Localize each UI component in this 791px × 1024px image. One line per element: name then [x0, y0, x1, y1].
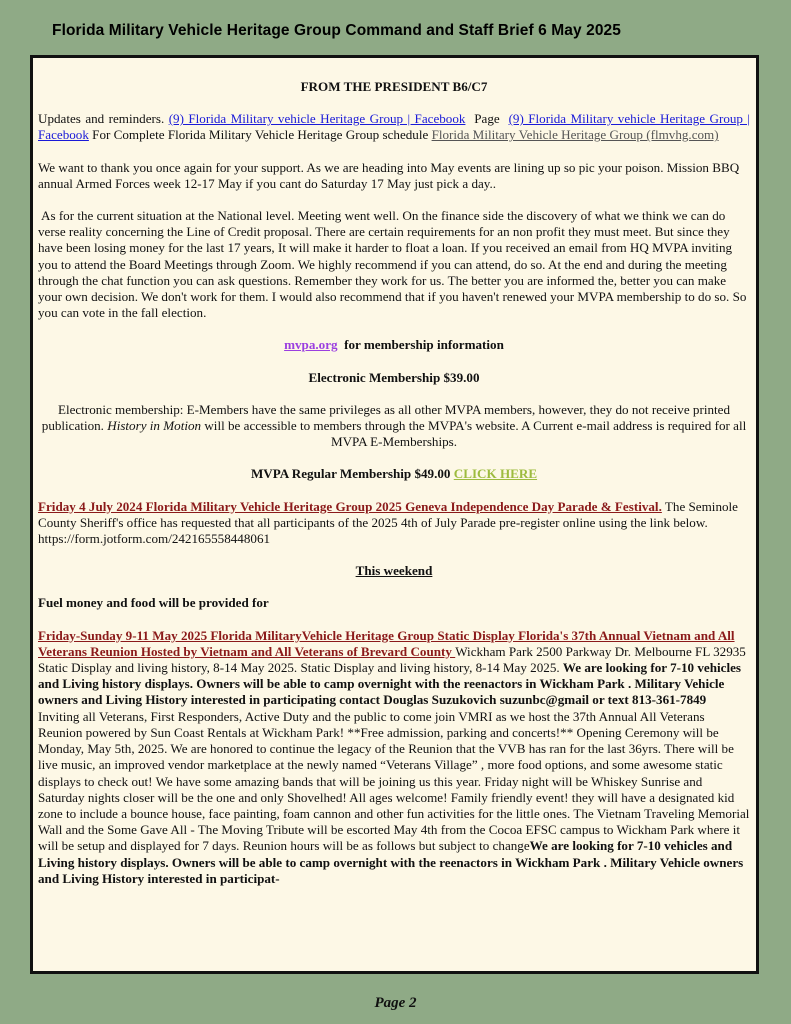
electronic-text-1: Electronic membership: E-Members have the same privileges as all other MVPA members, however, they do not receive printed publication.	[41, 401, 731, 434]
reunion-text-2: Inviting all Veterans, First Responders, Active Duty and the public to come join VMRI as we host the 37th Annual All Veterans Reunion powered by Sun Coast Rentals at Wickham Park! **Free admission, parking and concerts!** Opening Ceremony will be Monday, May 5th, 2025. We are honored to continue the legacy of the Reunion that the VVB has ran for the last 36yrs. There will be live music, an improved vendor marketplace at the newly named “Veterans Village” , more food options, and some awesome static displays to check out! We have some amazing bands that will be joining us this year. Friday night will be Whiskey Sunrise and Saturday nights closer will be the one and only Shovelhed! All ages welcome! Family friendly event! they will have a designated kid zone to include a bounce house, face painting, foam cannon and other fun activities for the little ones. The Vietnam Traveling Memorial Wall and the Some Gave All - The Moving Tribute will be escorted May 4th from the Cocoa EFSC campus to Wickham Park where it will be setup and displayed for 7 days. Reunion hours will be as follows but subject to change	[38, 708, 750, 854]
reunion-paragraph	[38, 628, 750, 887]
electronic-membership-heading: Electronic Membership $39.00	[308, 369, 480, 385]
thanks-paragraph: We want to thank you once again for your support. As we are heading into May events are lining up so pic your poison. Mission BBQ annual Armed Forces week 12-17 May if you cant do Saturday 17 May just pick a day..	[38, 159, 740, 191]
history-in-motion: History in Motion	[107, 418, 202, 434]
this-weekend-heading: This weekend	[355, 563, 433, 579]
reunion-bold-1: We are looking for 7-10 vehicles and Living history displays. Owners will be able to camp overnight with the reenactors in Wickham Park . Military Vehicle owners and Living History interested in participating contact Douglas Suzukovich suzunbc@gmail or text 813-361-7849	[38, 660, 742, 708]
page-header-title: Florida Military Vehicle Heritage Group Command and Staff Brief 6 May 2025	[52, 22, 621, 39]
electronic-text-2: will be accessible to members through the MVPA's website. A Current e-mail address is required for all MVPA E-Memberships.	[201, 418, 747, 450]
national-paragraph: As for the current situation at the National level. Meeting went well. On the finance side the discovery of what we think we can do verse reality concerning the Line of Credit proposal. There are certain requirements for an non profit they must meet. But since they have been losing money for the last 17 years, It will make it harder to float a loan. If you received an email from HQ MVPA inviting you to attend the Board Meetings through Zoom. We highly recommend if you can attend, do so. At the end and during the meeting through the chat function you can ask questions. Remember they work for us. The better you are informed the, better you can make your own decision. We don't work for them. I would also recommend that if you haven't renewed your MVPA membership to do so. So you can vote in the fall election.	[38, 208, 747, 321]
mvpa-info-text: for membership information	[337, 337, 504, 353]
mvpa-info-line	[38, 337, 750, 353]
president-heading: FROM THE PRESIDENT B6/C7	[300, 79, 488, 94]
geneva-text: The Seminole County Sheriff's office has requested that all participants of the 2025 4th of July Parade pre-register online using the link below. https://form.jotform.com/242165558448061	[38, 498, 738, 547]
content-panel	[30, 55, 759, 974]
geneva-title: Friday 4 July 2024 Florida Military Vehicle Heritage Group 2025 Geneva Independence Day Parade & Festival.	[38, 498, 662, 514]
geneva-paragraph	[38, 499, 750, 548]
regular-membership-heading: MVPA Regular Membership $49.00	[250, 466, 454, 482]
reunion-title: Friday-Sunday 9-11 May 2025 Florida MilitaryVehicle Heritage Group Static Display Florida's 37th Annual Vietnam and All Veterans Reunion Hosted by Vietnam and All Veterans of Brevard County	[38, 627, 735, 659]
updates-paragraph	[38, 111, 750, 143]
page-number: Page 2	[374, 995, 417, 1011]
mvpa-link[interactable]: mvpa.org	[284, 337, 338, 353]
updates-intro: Updates and reminders.	[38, 111, 169, 127]
reunion-bold-2: We are looking for 7-10 vehicles and Living history displays. Owners will be able to camp overnight with the reenactors in Wickham Park . Military Vehicle owners and Living History interested in participat-	[38, 838, 744, 886]
page-word: Page	[465, 111, 509, 127]
reunion-text-1: Wickham Park 2500 Parkway Dr. Melbourne FL 32935 Static Display and living history, 8-14 May 2025. Static Display and living history, 8-14 May 2025.	[38, 643, 746, 676]
facebook-link-1[interactable]: (9) Florida Military vehicle Heritage Group | Facebook	[168, 111, 466, 127]
electronic-membership-text	[38, 402, 750, 451]
regular-membership-line	[38, 466, 750, 482]
click-here-link[interactable]: CLICK HERE	[453, 466, 538, 482]
fuel-money-line: Fuel money and food will be provided for	[38, 595, 269, 611]
schedule-text: For Complete Florida Military Vehicle Heritage Group schedule	[88, 127, 432, 143]
website-link[interactable]: Florida Military Vehicle Heritage Group (flmvhg.com)	[431, 127, 719, 143]
facebook-link-2[interactable]: (9) Florida Military vehicle Heritage Group | Facebook	[38, 111, 751, 143]
